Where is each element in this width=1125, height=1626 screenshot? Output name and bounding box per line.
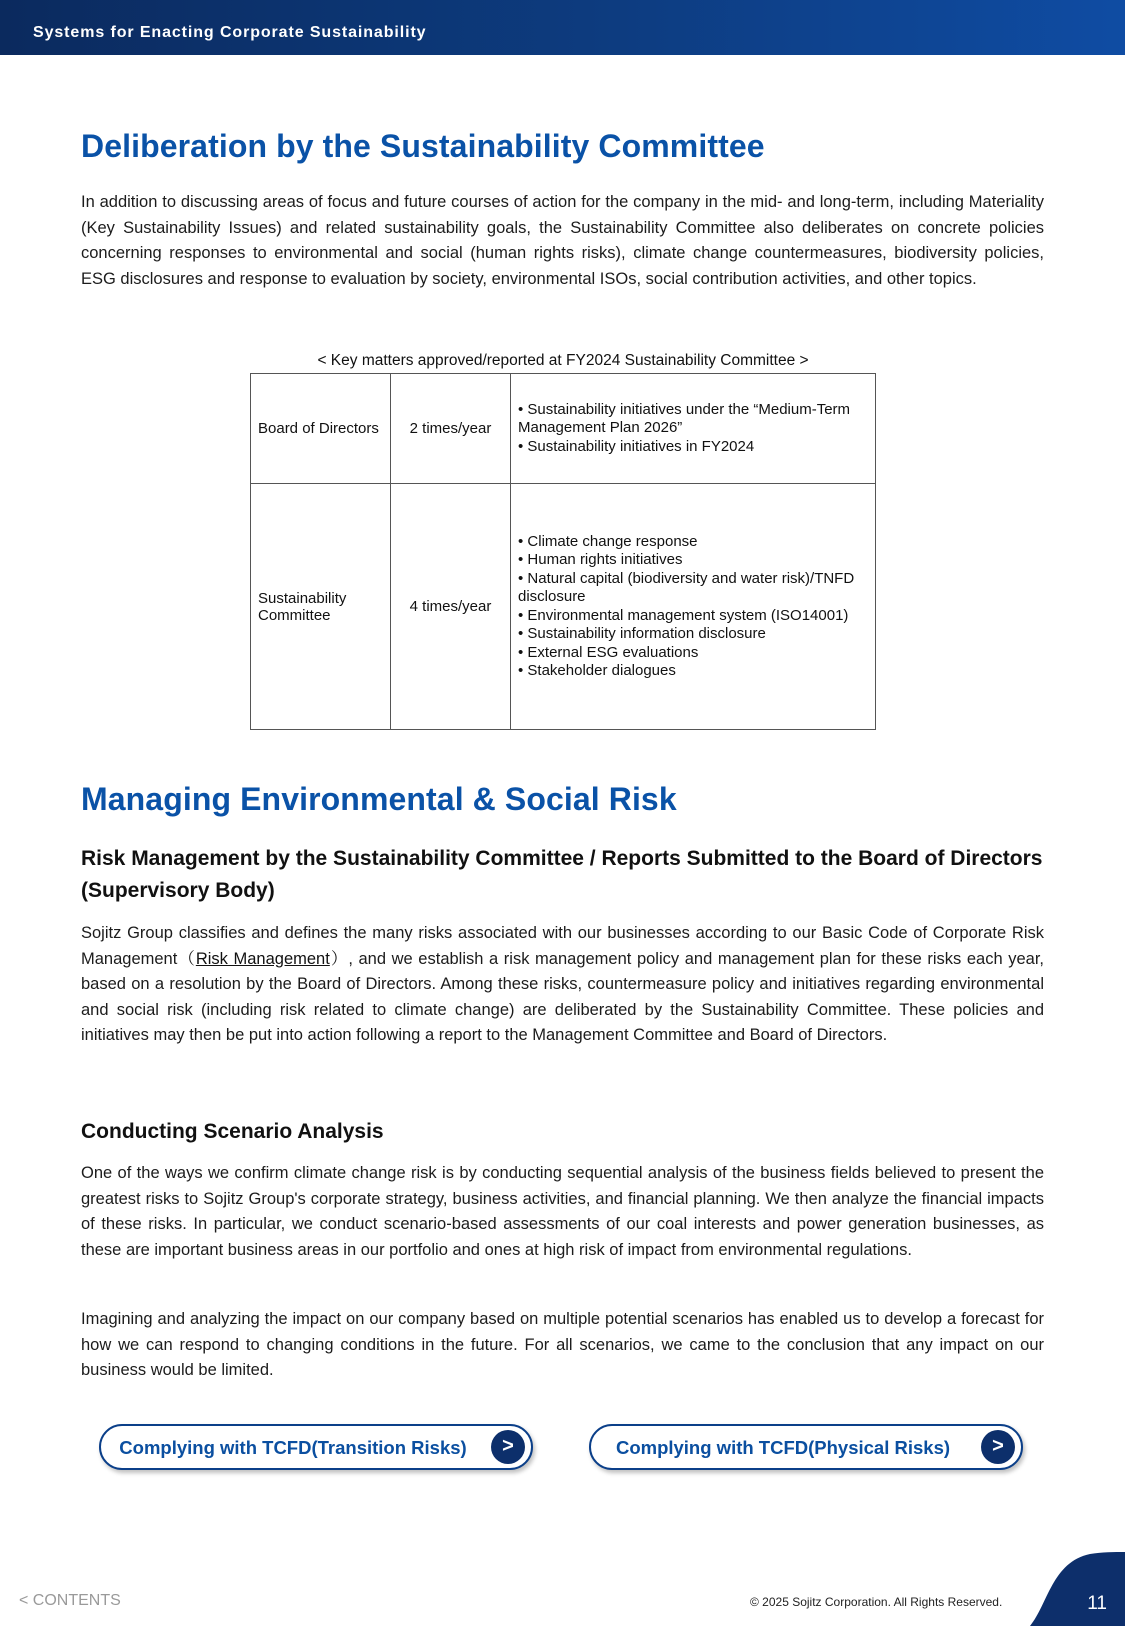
- risk-paragraph-end: ）, and we establish a risk management policy and management plan for these risks each year, based on a resolution by the Board of Directors. Among these risks, countermeasure policy and initiatives regarding environmental and social risk (including risk related to climate change) are deliberated by the Sustainability Committee. These policies and initiatives may then be put into action following a report to the Management Committee and Board of Directors.: [81, 949, 1044, 1044]
- list-item: • Climate change response: [518, 532, 698, 550]
- list-item: • Environmental management system (ISO14001): [518, 606, 849, 624]
- deliberation-paragraph: In addition to discussing areas of focus and future courses of action for the company in the mid- and long-term, including Materiality (Key Sustainability Issues) and related sustainability goals, the Sustainability Committee also deliberates on concrete policies concerning responses to environmental and social (human rights risks), climate change countermeasures, biodiversity policies, ESG disclosures and response to evaluation by society, environmental ISOs, social contribution activities, and other topics.: [81, 193, 1044, 288]
- chevron-right-icon: >: [491, 1430, 525, 1464]
- tcfd-physical-risks-button[interactable]: [589, 1424, 1023, 1470]
- chevron-right-icon: >: [981, 1430, 1015, 1464]
- list-item: • Natural capital (biodiversity and water risk)/TNFD disclosure: [518, 569, 855, 605]
- copyright-text: © 2025 Sojitz Corporation. All Rights Reserved.: [750, 1595, 1003, 1609]
- list-item: • Human rights initiatives: [518, 551, 683, 568]
- table-row: [251, 484, 876, 730]
- header-title: Systems for Enacting Corporate Sustainability: [33, 24, 427, 41]
- tcfd-transition-risks-button[interactable]: [99, 1424, 533, 1470]
- risk-paragraph: [81, 921, 1044, 1049]
- list-item: • External ESG evaluations: [518, 643, 699, 661]
- body-cell: Board of Directors: [251, 374, 391, 484]
- scenario-heading: Conducting Scenario Analysis: [81, 1120, 384, 1143]
- table-row: [251, 374, 876, 484]
- scenario-paragraph-1: One of the ways we confirm climate change risk is by conducting sequential analysis of the business fields believed to present the greatest risks to Sojitz Group's corporate strategy, business activities, and financial planning. We then analyze the financial impacts of these risks. In particular, we conduct scenario-based assessments of our coal interests and power generation businesses, as these are important business areas in our portfolio and ones at high risk of impact from environmental regulations.: [81, 1164, 1044, 1259]
- items-cell: [511, 374, 876, 484]
- list-item: • Sustainability information disclosure: [518, 625, 766, 642]
- frequency-cell: 2 times/year: [391, 374, 511, 484]
- key-matters-table: [250, 373, 876, 730]
- page-number: 11: [1087, 1593, 1107, 1614]
- button-label: Complying with TCFD(Transition Risks): [119, 1437, 467, 1458]
- table-caption: < Key matters approved/reported at FY2024 Sustainability Committee >: [317, 352, 809, 369]
- risk-paragraph-start: Sojitz Group classifies and defines the many risks associated with our businesses according to our Basic Code of Corporate Risk Management（: [81, 924, 1044, 968]
- list-item: • Sustainability initiatives in FY2024: [518, 437, 755, 455]
- body-cell: Sustainability Committee: [251, 484, 391, 730]
- risk-management-link[interactable]: Risk Management: [195, 949, 330, 968]
- items-cell: [511, 484, 876, 730]
- frequency-cell: 4 times/year: [391, 484, 511, 730]
- items-list: [518, 533, 868, 681]
- page-tab-shape: [1030, 1552, 1125, 1626]
- button-label: Complying with TCFD(Physical Risks): [615, 1437, 951, 1458]
- items-list: [518, 401, 868, 457]
- list-item: • Sustainability initiatives under the “Medium-Term Management Plan 2026”: [518, 400, 851, 437]
- scenario-paragraph-2: Imagining and analyzing the impact on our company based on multiple potential scenarios has enabled us to develop a forecast for how we can respond to changing conditions in the future. For all scenarios, we came to the conclusion that any impact on our business would be limited.: [81, 1310, 1044, 1379]
- header-bar: [0, 0, 1125, 55]
- contents-link[interactable]: < CONTENTS: [19, 1592, 121, 1609]
- section-heading-risk: Managing Environmental & Social Risk: [81, 781, 677, 817]
- section-heading-deliberation: Deliberation by the Sustainability Committee: [81, 128, 765, 164]
- risk-subheading: Risk Management by the Sustainability Committee / Reports Submitted to the Board of Directors (Supervisory Body): [81, 847, 1043, 902]
- list-item: • Stakeholder dialogues: [518, 662, 676, 679]
